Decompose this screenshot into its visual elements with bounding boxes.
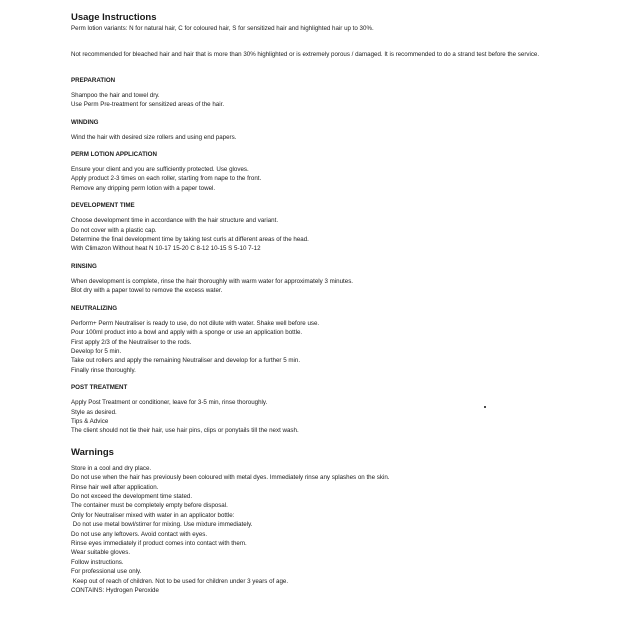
section-heading-rinsing: RINSING: [71, 262, 97, 270]
warning-line: The container must be completely empty before disposal.: [71, 502, 228, 510]
warning-line: Only for Neutraliser mixed with water in an applicator bottle:: [71, 511, 235, 519]
section-line: Apply Post Treatment or conditioner, leave for 3-5 min, rinse thoroughly.: [71, 399, 268, 407]
section-line: Ensure your client and you are sufficiently protected. Use gloves.: [71, 166, 249, 174]
warning-line: Store in a cool and dry place.: [71, 464, 152, 472]
warning-line: For professional use only.: [71, 568, 142, 576]
section-line: When development is complete, rinse the hair thoroughly with warm water for approximately 3 minutes.: [71, 277, 354, 285]
section-line: Tips & Advice: [71, 417, 109, 425]
section-line: Choose development time in accordance with the hair structure and variant.: [71, 217, 279, 225]
section-line: Use Perm Pre-treatment for sensitized areas of the hair.: [71, 101, 225, 109]
section-line: Wind the hair with desired size rollers and using end papers.: [71, 133, 237, 141]
warning-line: Wear suitable gloves.: [71, 549, 131, 557]
warning-line: Rinse hair well after application.: [71, 483, 159, 491]
warning-line: Rinse eyes immediately if product comes into contact with them.: [71, 540, 247, 547]
warning-line: CONTAINS: Hydrogen Peroxide: [71, 587, 159, 595]
section-heading-neutralizing: NEUTRALIZING: [71, 304, 118, 312]
section-line: Blot dry with a paper towel to remove the excess water.: [71, 287, 223, 295]
variants-text: Perm lotion variants: N for natural hair, C for coloured hair, S for sensitized hair and highlighted hair up to 30%.: [71, 25, 374, 32]
usage-title: Usage Instructions: [71, 12, 157, 23]
section-line: Determine the final development time by taking test curls at different areas of the head.: [71, 236, 309, 244]
stray-dot: [484, 406, 486, 408]
section-line: Pour 100ml product into a bowl and apply with a sponge or use an application bottle.: [71, 329, 303, 337]
section-heading-winding: WINDING: [71, 118, 99, 126]
warning-line: Follow instructions.: [71, 558, 124, 566]
section-line: Remove any dripping perm lotion with a paper towel.: [71, 184, 216, 192]
section-line: The client should not tie their hair, use hair pins, clips or ponytails till the next wash.: [71, 427, 299, 435]
section-line: First apply 2/3 of the Neutraliser to the rods.: [71, 338, 192, 346]
section-line: Shampoo the hair and towel dry.: [71, 91, 160, 99]
section-line: Finally rinse thoroughly.: [71, 366, 136, 374]
document-page: [71, 9, 571, 595]
section-heading-post-treatment: POST TREATMENT: [71, 384, 128, 392]
section-line: Style as desired.: [71, 408, 117, 416]
section-line: Apply product 2-3 times on each roller, starting from nape to the front.: [71, 175, 262, 183]
section-line: Perform+ Perm Neutraliser is ready to use, do not dilute with water. Shake well before use.: [71, 319, 320, 327]
section-line: Do not cover with a plastic cap.: [71, 226, 157, 234]
section-heading-development-time: DEVELOPMENT TIME: [71, 202, 135, 210]
warning-line: Do not use metal bowl/stirrer for mixing. Use mixture immediately.: [71, 521, 253, 529]
warning-line: Do not use any leftovers. Avoid contact with eyes.: [71, 530, 208, 538]
section-heading-preparation: PREPARATION: [71, 76, 116, 84]
section-heading-perm-lotion: PERM LOTION APPLICATION: [71, 151, 157, 159]
warning-line: Keep out of reach of children. Not to be used for children under 3 years of age.: [71, 577, 289, 585]
section-line: Take out rollers and apply the remaining Neutraliser and develop for a further 5 min.: [71, 357, 301, 365]
warnings-title: Warnings: [71, 446, 114, 458]
section-line: With Climazon Without heat N 10-17 15-20 C 8-12 10-15 S 5-10 7-12: [71, 245, 261, 253]
warning-line: Do not exceed the development time stated.: [71, 492, 193, 500]
warning-note: Not recommended for bleached hair and hair that is more than 30% highlighted or is extremely porous / damaged. It is recommended to do a strand test before the service.: [71, 51, 540, 59]
section-line: Develop for 5 min.: [71, 347, 122, 355]
warning-line: Do not use when the hair has previously been coloured with metal dyes. Immediately rinse any splashes on the skin.: [71, 474, 390, 482]
